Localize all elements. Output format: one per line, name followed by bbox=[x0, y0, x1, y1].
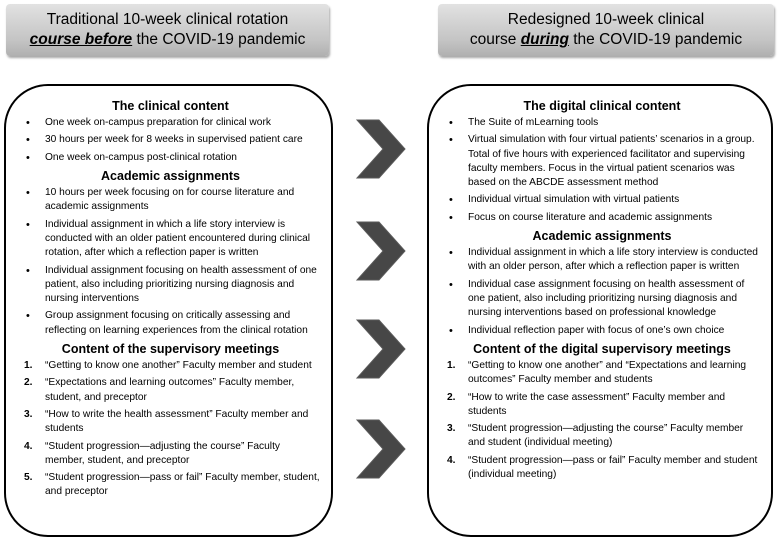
item-number: 3. bbox=[447, 423, 456, 435]
chevron-right-icon bbox=[355, 418, 407, 480]
right-clinical-list bbox=[443, 116, 761, 225]
list-item bbox=[20, 408, 321, 436]
left-clinical-list bbox=[20, 116, 321, 165]
left-meetings-list bbox=[20, 359, 321, 500]
list-item: • One week on-campus post-clinical rotation bbox=[20, 151, 321, 165]
header-right-rest: the COVID-19 pandemic bbox=[573, 31, 743, 48]
left-academic-title: Academic assignments bbox=[101, 169, 240, 184]
list-item: • Individual assignment in which a life story interview is conducted with an older person, after which a reflection paper is written bbox=[443, 246, 761, 274]
list-item bbox=[20, 440, 321, 468]
list-item: • Individual assignment focusing on health assessment of one patient, also including prioritizing nursing diagnosis and nursing interventions bbox=[20, 264, 321, 307]
header-left-emphasis: course before bbox=[29, 31, 133, 48]
item-text: “Expectations and learning outcomes” Faculty member, student, and preceptor bbox=[45, 377, 295, 403]
chevron-right-icon bbox=[355, 118, 407, 180]
list-item: • Individual case assignment focusing on health assessment of one patient, also including prioritizing nursing diagnosis and nursing interventions based on professional knowledge bbox=[443, 278, 761, 321]
left-meetings-title: Content of the supervisory meetings bbox=[61, 341, 280, 356]
right-meetings-title: Content of the digital supervisory meetings bbox=[473, 341, 731, 356]
item-text: “Student progression—adjusting the course” Faculty member and student (individual meeting) bbox=[468, 423, 744, 449]
item-text: “Student progression—pass or fail” Faculty member, student, and preceptor bbox=[45, 472, 320, 498]
item-text: “Getting to know one another” and “Expectations and learning outcomes” Faculty member and students bbox=[468, 359, 747, 386]
list-item bbox=[443, 422, 761, 450]
left-clinical-title: The clinical content bbox=[112, 99, 229, 113]
header-left-rest: the COVID-19 pandemic bbox=[136, 31, 306, 48]
item-number: 1. bbox=[24, 359, 33, 371]
list-item bbox=[443, 454, 761, 482]
right-clinical-title: The digital clinical content bbox=[523, 99, 681, 113]
item-number: 2. bbox=[24, 377, 33, 389]
item-number: 4. bbox=[447, 454, 456, 466]
item-number: 2. bbox=[447, 391, 456, 403]
right-academic-list bbox=[443, 246, 761, 338]
header-during-pandemic bbox=[438, 4, 774, 56]
item-text: “Getting to know one another” Faculty member and student bbox=[45, 359, 312, 371]
list-item: • Individual reflection paper with focus of one’s own choice bbox=[443, 324, 761, 338]
item-number: 4. bbox=[24, 440, 33, 452]
item-text: “How to write the health assessment” Faculty member and students bbox=[45, 408, 309, 435]
chevron-right-icon bbox=[355, 220, 407, 282]
list-item: • One week on-campus preparation for clinical work bbox=[20, 116, 321, 130]
item-number: 1. bbox=[447, 359, 456, 371]
list-item bbox=[443, 391, 761, 419]
header-right-emphasis: during bbox=[520, 31, 569, 48]
header-right-line2 bbox=[470, 30, 742, 50]
header-before-pandemic bbox=[6, 4, 329, 56]
header-right-line1: Redesigned 10-week clinical bbox=[507, 11, 705, 28]
item-number: 3. bbox=[24, 408, 33, 420]
list-item: • Virtual simulation with four virtual patients’ scenarios in a group. Total of five hours with experienced facilitator and supervising faculty members. Focus in the virtual patient scenarios was based on the ABCDE assessment method bbox=[443, 133, 761, 190]
list-item bbox=[443, 359, 761, 387]
panel-traditional-course bbox=[4, 84, 333, 537]
left-academic-list bbox=[20, 186, 321, 338]
right-meetings-list bbox=[443, 359, 761, 482]
item-text: “How to write the case assessment” Faculty member and students bbox=[468, 391, 726, 417]
header-left-line1: Traditional 10-week clinical rotation bbox=[46, 11, 289, 28]
item-text: “Student progression—pass or fail” Faculty member and student (individual meeting) bbox=[468, 454, 758, 480]
list-item bbox=[20, 359, 321, 373]
chevron-right-icon bbox=[355, 318, 407, 380]
list-item: • Individual virtual simulation with virtual patients bbox=[443, 193, 761, 207]
list-item: • 10 hours per week focusing on for course literature and academic assignments bbox=[20, 186, 321, 214]
list-item: • Focus on course literature and academic assignments bbox=[443, 211, 761, 225]
list-item bbox=[20, 376, 321, 404]
list-item: • Individual assignment in which a life story interview is conducted with an older patient encountered during clinical rotation, after which a reflection paper is written bbox=[20, 218, 321, 261]
panel-redesigned-course bbox=[427, 84, 773, 537]
header-right-pre: course bbox=[469, 31, 517, 48]
item-number: 5. bbox=[24, 472, 33, 484]
list-item: • The Suite of mLearning tools bbox=[443, 116, 761, 130]
item-text: “Student progression—adjusting the course” Faculty member, student, and preceptor bbox=[45, 440, 280, 466]
list-item: • Group assignment focusing on critically assessing and reflecting on learning experiences from the clinical rotation bbox=[20, 309, 321, 337]
right-academic-title: Academic assignments bbox=[532, 229, 672, 244]
list-item: • 30 hours per week for 8 weeks in supervised patient care bbox=[20, 133, 321, 147]
header-left-line2 bbox=[30, 30, 306, 50]
list-item bbox=[20, 471, 321, 499]
